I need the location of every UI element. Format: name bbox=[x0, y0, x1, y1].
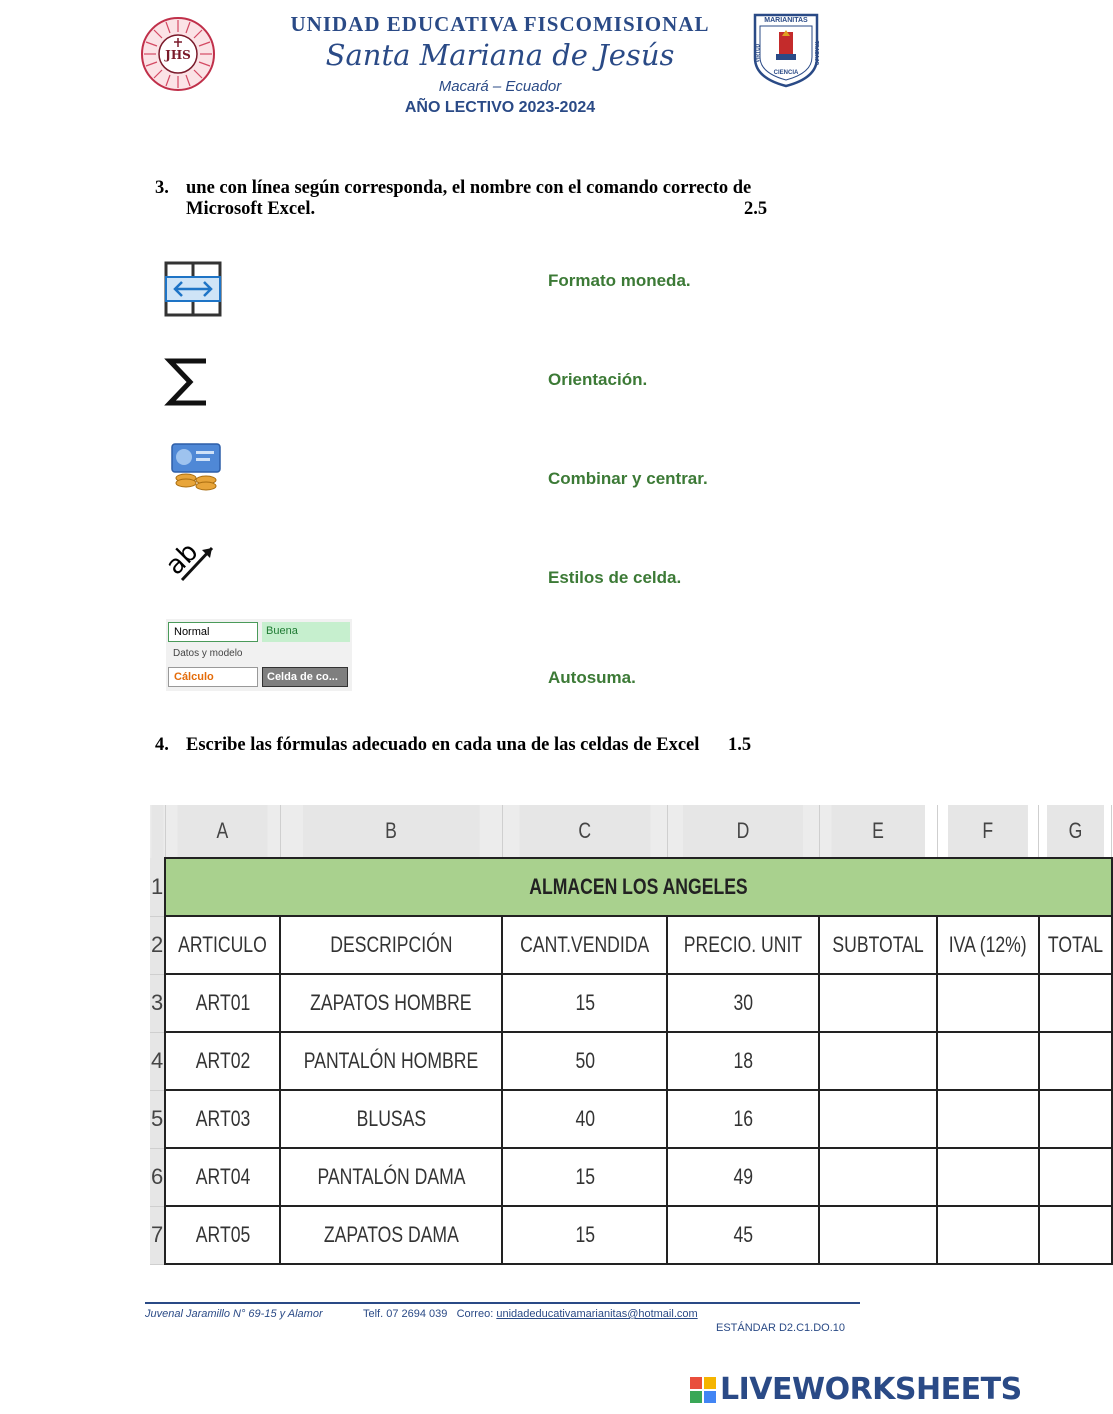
col-header-f[interactable]: F bbox=[948, 805, 1029, 858]
cell-value: 15 bbox=[574, 990, 595, 1015]
row-header-1[interactable]: 1 bbox=[150, 858, 165, 916]
cell-c7[interactable] bbox=[502, 1206, 667, 1264]
row-header-2[interactable]: 2 bbox=[150, 916, 165, 974]
crest-bottom-text: CIENCIA bbox=[773, 70, 799, 76]
cell-value: 50 bbox=[574, 1048, 595, 1073]
cell-e3-answer[interactable] bbox=[819, 974, 937, 1032]
option-combinar-centrar[interactable]: Combinar y centrar. bbox=[548, 469, 708, 488]
table-row bbox=[150, 1148, 1112, 1206]
question-4-points: 1.5 bbox=[728, 735, 752, 755]
row-header-6[interactable]: 6 bbox=[150, 1148, 165, 1206]
row-header-5[interactable]: 5 bbox=[150, 1090, 165, 1148]
cell-value: 15 bbox=[574, 1164, 595, 1189]
cell-c4[interactable] bbox=[502, 1032, 667, 1090]
cell-d6[interactable] bbox=[667, 1148, 819, 1206]
question-4-number: 4. bbox=[155, 735, 169, 755]
currency-icon bbox=[160, 442, 226, 499]
table-row bbox=[150, 974, 1112, 1032]
cell-d5[interactable] bbox=[667, 1090, 819, 1148]
cell-value: 49 bbox=[733, 1164, 754, 1189]
liveworksheets-brand[interactable]: LIVEWORKSHEETS bbox=[720, 1372, 1022, 1407]
cell-c6[interactable] bbox=[502, 1148, 667, 1206]
cell-value: ZAPATOS DAMA bbox=[323, 1222, 459, 1247]
header-iva: IVA (12%) bbox=[949, 932, 1028, 957]
header-cell-articulo[interactable] bbox=[165, 916, 280, 974]
crest-right-text: TRABAJO bbox=[813, 40, 820, 66]
cell-c3[interactable] bbox=[502, 974, 667, 1032]
cell-f4-answer[interactable] bbox=[937, 1032, 1038, 1090]
cell-e7-answer[interactable] bbox=[819, 1206, 937, 1264]
header-subtotal: SUBTOTAL bbox=[832, 932, 925, 957]
col-header-b[interactable]: B bbox=[302, 805, 480, 858]
row-header-3[interactable]: 3 bbox=[150, 974, 165, 1032]
header-descripcion: DESCRIPCIÓN bbox=[329, 932, 453, 957]
header-cant-vendida: CANT.VENDIDA bbox=[520, 932, 650, 957]
question-3-line2: Microsoft Excel. bbox=[186, 199, 316, 219]
header-articulo: ARTICULO bbox=[178, 932, 268, 957]
option-autosuma[interactable]: Autosuma. bbox=[548, 668, 636, 687]
cell-d3[interactable] bbox=[667, 974, 819, 1032]
cell-value: ART03 bbox=[195, 1106, 250, 1131]
col-header-g[interactable]: G bbox=[1046, 805, 1104, 858]
cell-d4[interactable] bbox=[667, 1032, 819, 1090]
cell-value: 18 bbox=[733, 1048, 754, 1073]
header-total: TOTAL bbox=[1047, 932, 1103, 957]
cell-value: 16 bbox=[733, 1106, 754, 1131]
sheet-title-cell[interactable] bbox=[165, 858, 1112, 916]
cell-g7-answer[interactable] bbox=[1039, 1206, 1112, 1264]
table-row bbox=[150, 1032, 1112, 1090]
style-normal: Normal bbox=[168, 622, 258, 642]
crest-left-text: VIRTUD bbox=[755, 43, 762, 63]
question-3-line1: une con línea según corresponda, el nombre con el comando correcto de bbox=[186, 178, 752, 198]
cell-value: 15 bbox=[574, 1222, 595, 1247]
col-header-d[interactable]: D bbox=[683, 805, 805, 858]
cell-b7[interactable] bbox=[280, 1206, 502, 1264]
footer-email-label: Correo: bbox=[456, 1308, 494, 1320]
footer-contact bbox=[363, 1308, 698, 1320]
cell-g4-answer[interactable] bbox=[1039, 1032, 1112, 1090]
liveworksheets-logo-icon bbox=[690, 1377, 716, 1408]
col-header-c[interactable]: C bbox=[519, 805, 651, 858]
spreadsheet bbox=[150, 805, 1103, 1250]
cell-f3-answer[interactable] bbox=[937, 974, 1038, 1032]
cell-value: 40 bbox=[574, 1106, 595, 1131]
school-year: AÑO LECTIVO 2023-2024 bbox=[404, 99, 596, 116]
col-header-a[interactable]: A bbox=[177, 805, 269, 858]
cell-value: ART02 bbox=[195, 1048, 250, 1073]
row-header-4[interactable]: 4 bbox=[150, 1032, 165, 1090]
footer-divider bbox=[145, 1302, 860, 1304]
cell-b5[interactable] bbox=[280, 1090, 502, 1148]
question-4-text: Escribe las fórmulas adecuado en cada una de las celdas de Excel bbox=[186, 735, 700, 755]
school-name: UNIDAD EDUCATIVA FISCOMISIONAL bbox=[290, 12, 710, 36]
cell-a4[interactable] bbox=[165, 1032, 280, 1090]
sigma-icon bbox=[160, 355, 220, 414]
question-3-number: 3. bbox=[155, 178, 169, 198]
crest-top-text: MARIANITAS bbox=[764, 17, 808, 24]
question-3 bbox=[155, 178, 801, 220]
cell-e6-answer[interactable] bbox=[819, 1148, 937, 1206]
style-celda: Celda de co... bbox=[262, 667, 348, 687]
cell-b6[interactable] bbox=[280, 1148, 502, 1206]
sheet-title: ALMACEN LOS ANGELES bbox=[529, 874, 748, 899]
row-header-7[interactable]: 7 bbox=[150, 1206, 165, 1264]
cell-value: 45 bbox=[733, 1222, 754, 1247]
cell-value: PANTALÓN DAMA bbox=[317, 1164, 466, 1189]
header-cell-total[interactable] bbox=[1039, 916, 1112, 974]
cell-a7[interactable] bbox=[165, 1206, 280, 1264]
cell-value: ART04 bbox=[195, 1164, 250, 1189]
cell-value: 30 bbox=[733, 990, 754, 1015]
option-orientacion[interactable]: Orientación. bbox=[548, 370, 648, 389]
spreadsheet-grid bbox=[150, 805, 1113, 1265]
cell-c5[interactable] bbox=[502, 1090, 667, 1148]
cell-b4[interactable] bbox=[280, 1032, 502, 1090]
cell-value: ART05 bbox=[195, 1222, 250, 1247]
footer-standard: ESTÁNDAR D2.C1.DO.10 bbox=[716, 1322, 845, 1334]
cell-d7[interactable] bbox=[667, 1206, 819, 1264]
header-precio-unit: PRECIO. UNIT bbox=[684, 932, 803, 957]
cell-e5-answer[interactable] bbox=[819, 1090, 937, 1148]
select-all-corner[interactable] bbox=[152, 805, 164, 858]
seal-monogram: JHS bbox=[165, 48, 191, 62]
option-formato-moneda[interactable]: Formato moneda. bbox=[548, 271, 691, 290]
footer-address: Juvenal Jaramillo N° 69-15 y Alamor bbox=[145, 1308, 323, 1320]
cell-g3-answer[interactable] bbox=[1039, 974, 1112, 1032]
header-cell-precio-unit[interactable] bbox=[667, 916, 819, 974]
merge-center-icon bbox=[160, 259, 226, 324]
footer-email-link[interactable]: unidadeducativamarianitas@hotmail.com bbox=[496, 1308, 698, 1320]
style-group-label: Datos y modelo bbox=[173, 648, 243, 659]
style-buena: Buena bbox=[262, 622, 350, 642]
question-4 bbox=[155, 735, 751, 756]
cell-e4-answer[interactable] bbox=[819, 1032, 937, 1090]
cell-a6[interactable] bbox=[165, 1148, 280, 1206]
style-calculo: Cálculo bbox=[168, 667, 258, 687]
table-row bbox=[150, 1090, 1112, 1148]
option-estilos-celda[interactable]: Estilos de celda. bbox=[548, 568, 682, 587]
cell-value: PANTALÓN HOMBRE bbox=[303, 1048, 479, 1073]
orientation-glyph: ab bbox=[160, 536, 205, 582]
cell-b3[interactable] bbox=[280, 974, 502, 1032]
col-header-e[interactable]: E bbox=[831, 805, 925, 858]
cell-value: BLUSAS bbox=[356, 1106, 426, 1131]
cell-f6-answer[interactable] bbox=[937, 1148, 1038, 1206]
header-cell-cant-vendida[interactable] bbox=[502, 916, 667, 974]
cell-a5[interactable] bbox=[165, 1090, 280, 1148]
school-city: Macará – Ecuador bbox=[438, 78, 562, 95]
cell-styles-gallery bbox=[166, 619, 352, 691]
cell-f7-answer[interactable] bbox=[937, 1206, 1038, 1264]
footer-phone: Telf. 07 2694 039 bbox=[363, 1308, 448, 1320]
header-cell-descripcion[interactable] bbox=[280, 916, 502, 974]
school-script-name: Santa Mariana de Jesús bbox=[325, 38, 675, 72]
cell-f5-answer[interactable] bbox=[937, 1090, 1038, 1148]
header-cell-iva[interactable] bbox=[937, 916, 1038, 974]
cell-value: ART01 bbox=[195, 990, 250, 1015]
table-row bbox=[150, 1206, 1112, 1264]
header-cell-subtotal[interactable] bbox=[819, 916, 937, 974]
cell-g6-answer[interactable] bbox=[1039, 1148, 1112, 1206]
cell-g5-answer[interactable] bbox=[1039, 1090, 1112, 1148]
cell-value: ZAPATOS HOMBRE bbox=[310, 990, 472, 1015]
orientation-icon bbox=[160, 532, 220, 593]
cell-a3[interactable] bbox=[165, 974, 280, 1032]
question-3-points: 2.5 bbox=[744, 199, 768, 219]
